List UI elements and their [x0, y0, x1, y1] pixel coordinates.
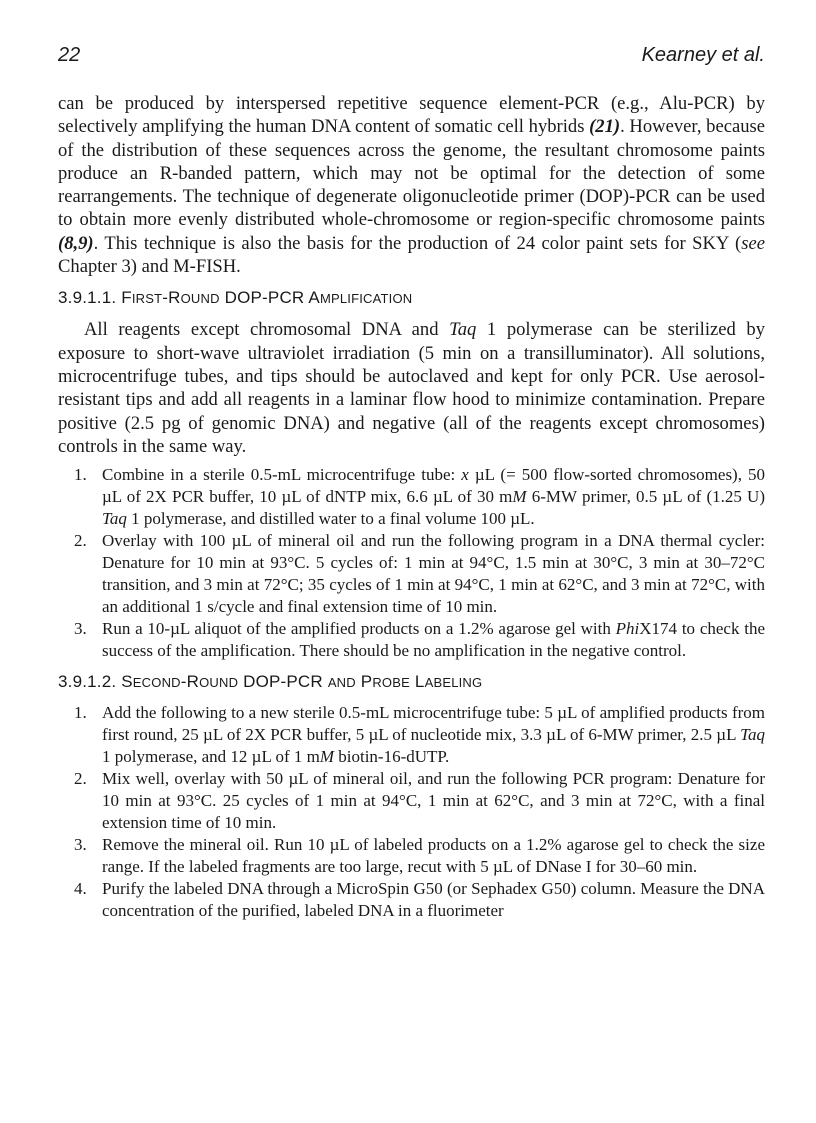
list-item: [58, 768, 765, 834]
text-run: M: [319, 747, 335, 767]
text-run: Chapter 3) and M-FISH.: [58, 256, 241, 278]
text-run: IRST: [131, 291, 163, 307]
text-run: -R: [162, 288, 181, 308]
list-item-number: 4.: [74, 879, 87, 899]
text-run: ROBE: [372, 675, 410, 691]
text-run: F: [121, 288, 132, 308]
section-title: [121, 672, 482, 691]
intro-paragraph: [58, 92, 765, 278]
section-heading-first-round: [58, 286, 765, 310]
text-run: OUND: [199, 675, 239, 691]
list-item: [58, 834, 765, 878]
list-item: [58, 464, 765, 530]
text-run: Overlay with 100 µL of mineral oil and run the following program in a DNA thermal cycler: Denature for 10 min at 93°C. 5 cycles of: 1 min at 94°C, 1.5 min at 30°C, 3 min at 30–72°C transition, and 3 min at 72°C; 35 cycles of 1 min at 94°C, 1 min at 62°C, and 3 min at 72°C, with an additional 1 s/cycle and final extension time of 10 min.: [102, 531, 765, 617]
text-run: M: [512, 487, 527, 507]
text-run: Combine in a sterile 0.5-mL microcentrifuge tube:: [102, 465, 462, 485]
list-item: [58, 878, 765, 922]
text-run: µL (= 500 flow-sorted chromosomes), 50 µL of 2X PCR buffer, 10 µL of dNTP mix, 6.6 µL of 30 m: [102, 465, 765, 507]
text-run: Taq: [102, 509, 127, 529]
text-run: Mix well, overlay with 50 µL of mineral oil, and run the following PCR program: Denature for 10 min at 93°C. 25 cycles of 1 min at 94°C, 1 min at 62°C, and 3 min at 72°C, with a final extension time of 10 min.: [102, 769, 765, 833]
page-number: 22: [58, 44, 81, 66]
text-run: Taq: [449, 319, 477, 341]
text-run: see: [741, 232, 765, 254]
text-run: 6-MW primer, 0.5 µL of (1.25 U): [526, 487, 765, 507]
text-run: 1 polymerase can be sterilized by exposure to short-wave ultraviolet irradiation (5 min on a transilluminator). All solutions, microcentrifuge tubes, and tips should be autoclaved and kept for only PCR. Use aerosol-resistant tips and add all reagents in a laminar flow hood to minimize contamination. Prepare positive (2.5 pg of genomic DNA) and negative (all of the reagents except chromosomes) controls in the same way.: [58, 319, 765, 457]
text-run: P: [355, 672, 373, 692]
text-run: ECOND: [132, 675, 181, 691]
first-round-steps: [58, 464, 765, 662]
text-run: 1 polymerase, and 12 µL of 1 m: [102, 747, 320, 767]
second-round-steps: [58, 702, 765, 922]
text-run: L: [410, 672, 425, 692]
list-item-number: 2.: [74, 769, 87, 789]
text-run: (8,9): [58, 232, 94, 254]
text-run: OUND: [180, 291, 220, 307]
list-item-number: 3.: [74, 619, 87, 639]
text-run: ABELING: [424, 675, 483, 691]
section-number: 3.9.1.2.: [58, 672, 117, 692]
text-run: can be produced by interspersed repetitive sequence element-PCR (e.g., Alu-PCR) by selectively amplifying the human DNA content of somatic cell hybrids: [58, 93, 765, 138]
section-number: 3.9.1.1.: [58, 288, 117, 308]
text-run: Purify the labeled DNA through a MicroSpin G50 (or Sephadex G50) column. Measure the DNA concentration of the purified, labeled DNA in a fluorimeter: [102, 879, 765, 921]
text-run: Add the following to a new sterile 0.5-mL microcentrifuge tube: 5 µL of amplified products from first round, 25 µL of 2X PCR buffer, 5 µL of nucleotide mix, 3.3 µL of 6-MW primer, 2.5 µL: [102, 703, 765, 745]
text-run: -R: [180, 672, 200, 692]
text-run: AND: [327, 675, 356, 691]
list-item: [58, 702, 765, 768]
section-title: [121, 288, 412, 307]
text-run: x: [461, 465, 469, 485]
page-header: [58, 44, 765, 74]
first-round-paragraph: [58, 318, 765, 458]
list-item: [58, 530, 765, 618]
text-run: MPLIFICATION: [319, 291, 413, 307]
text-run: biotin-16-dUTP.: [334, 747, 450, 767]
text-run: . This technique is also the basis for the production of 24 color paint sets for SKY (: [93, 232, 742, 254]
list-item-number: 1.: [74, 465, 87, 485]
text-run: All reagents except chromosomal DNA and: [84, 319, 450, 341]
list-item-number: 2.: [74, 531, 87, 551]
text-run: S: [121, 672, 133, 692]
page-body: [58, 92, 765, 922]
text-run: X174 to check the success of the amplification. There should be no amplification in the negative control.: [102, 619, 765, 661]
text-run: Taq: [740, 725, 765, 745]
list-item-number: 3.: [74, 835, 87, 855]
list-item: [58, 618, 765, 662]
running-title: Kearney et al.: [641, 44, 765, 66]
section-heading-second-round: [58, 670, 765, 694]
text-run: DOP-PCR A: [219, 288, 320, 308]
text-run: (21): [589, 116, 621, 138]
list-item-number: 1.: [74, 703, 87, 723]
text-run: 1 polymerase, and distilled water to a final volume 100 µL.: [126, 509, 535, 529]
text-run: Phi: [615, 619, 640, 639]
text-run: Run a 10-µL aliquot of the amplified products on a 1.2% agarose gel with: [102, 619, 616, 639]
text-run: DOP-PCR: [238, 672, 328, 692]
text-run: Remove the mineral oil. Run 10 µL of labeled products on a 1.2% agarose gel to check the size range. If the labeled fragments are too large, recut with 5 µL of DNase I for 30–60 min.: [102, 835, 765, 877]
text-run: . However, because of the distribution of these sequences across the genome, the resultant chromosome paints produce an R-banded pattern, which may not be optimal for the detection of some rearrangements. The technique of degenerate oligonucleotide primer (DOP)-PCR can be used to obtain more evenly distributed whole-chromosome or region-specific chromosome paints: [58, 116, 765, 231]
